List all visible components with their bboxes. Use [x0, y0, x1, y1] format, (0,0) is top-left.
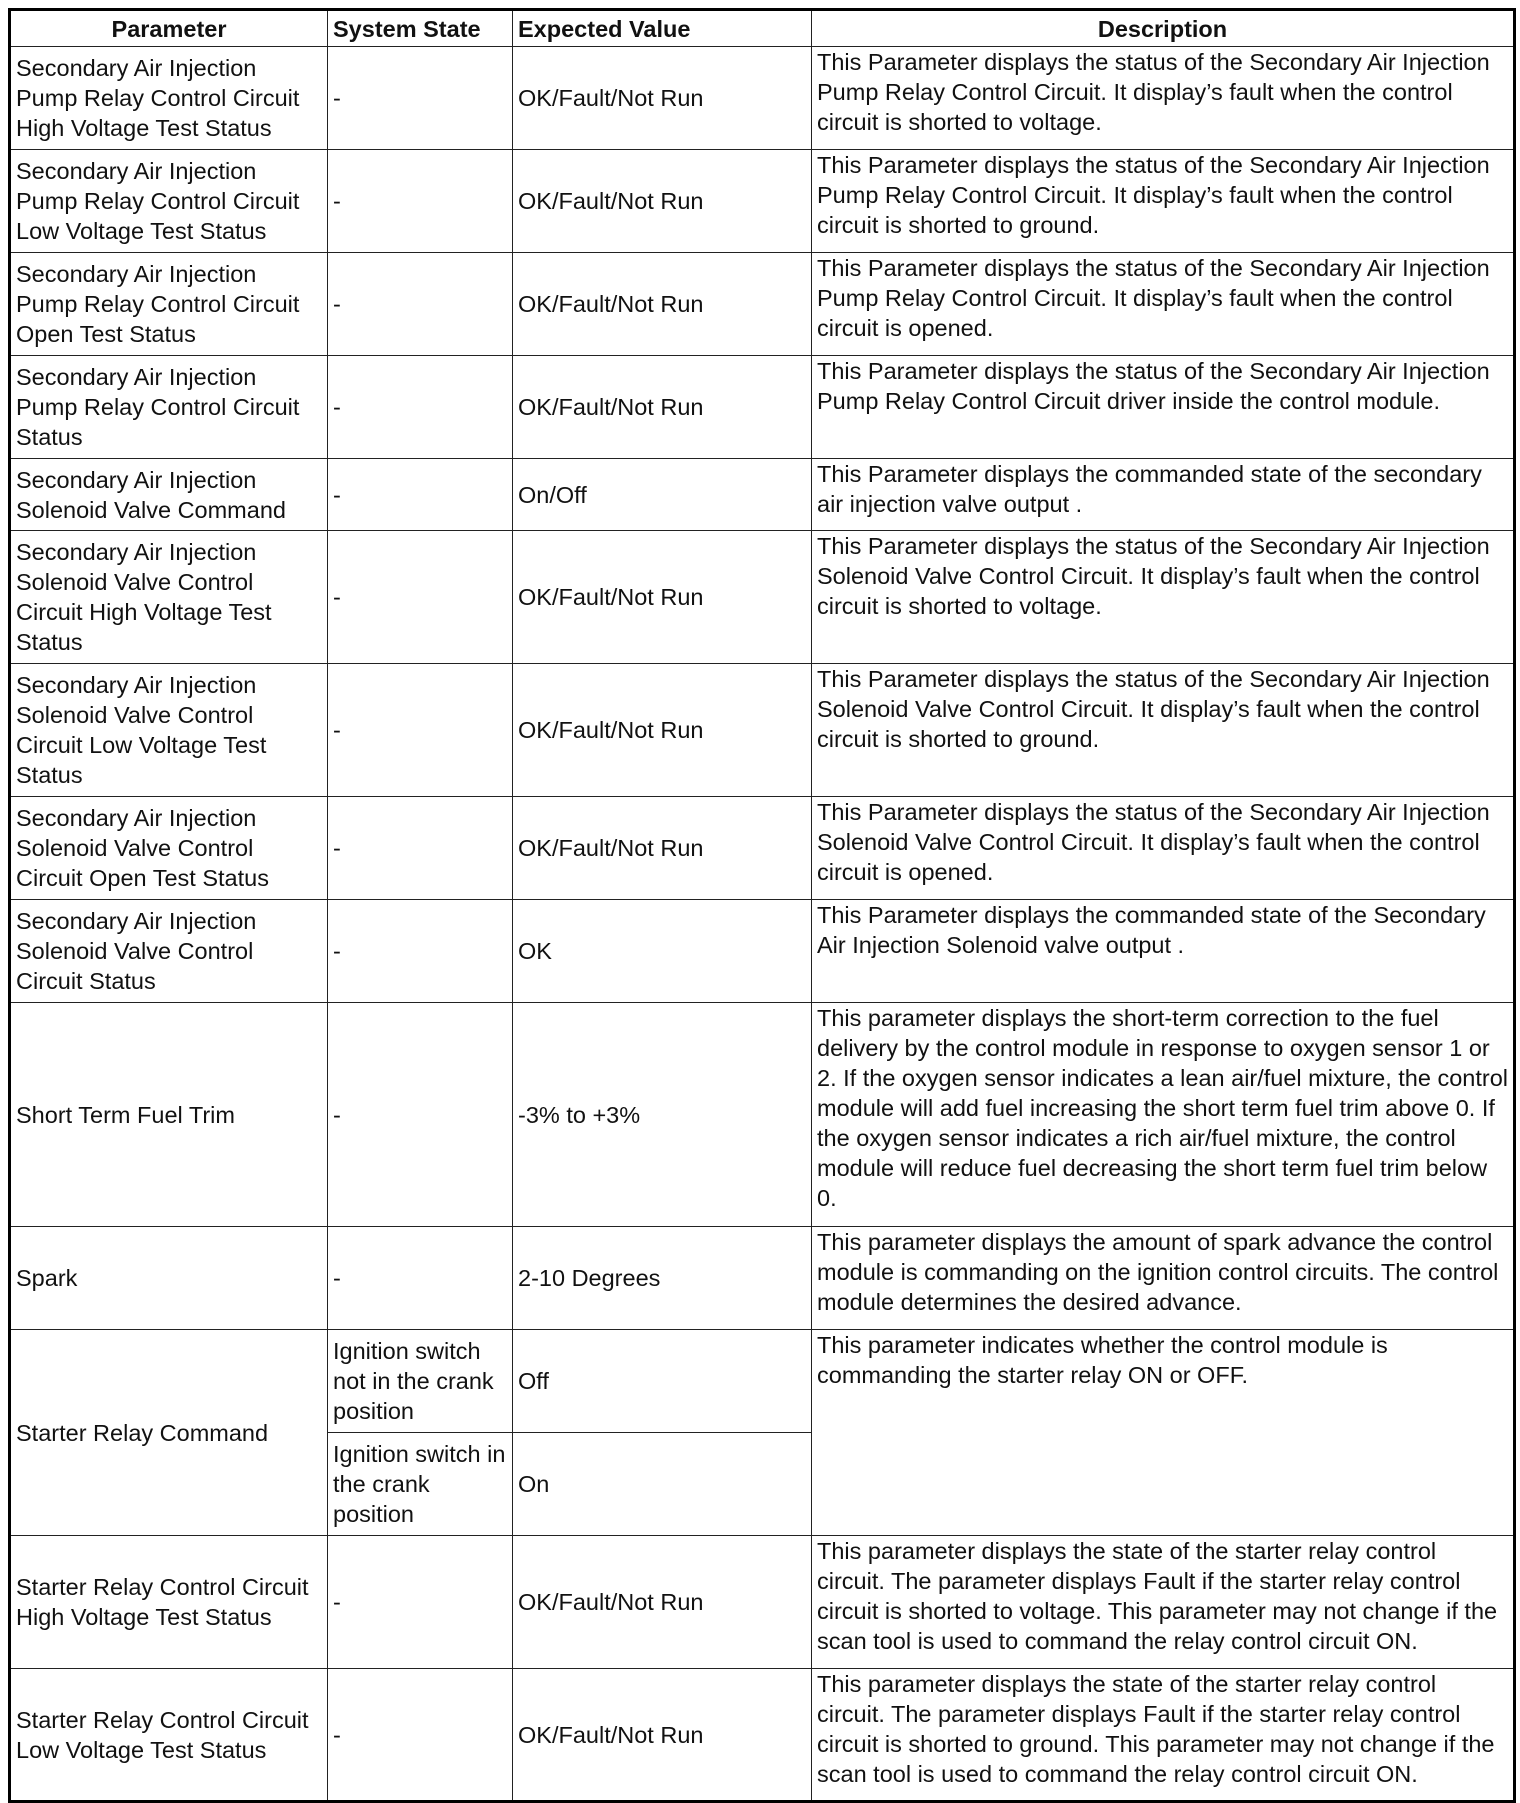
system-state-cell: Ignition switch not in the crank position [328, 1330, 513, 1433]
table-row [10, 253, 1515, 356]
system-state-cell: - [328, 459, 513, 531]
parameter-cell: Secondary Air Injection Pump Relay Control Circuit Low Voltage Test Status [10, 150, 328, 253]
table-row [10, 531, 1515, 664]
system-state-cell: - [328, 1227, 513, 1330]
parameter-cell: Secondary Air Injection Pump Relay Control Circuit Open Test Status [10, 253, 328, 356]
parameter-cell: Secondary Air Injection Pump Relay Control Circuit High Voltage Test Status [10, 47, 328, 150]
table-row [10, 900, 1515, 1003]
description-cell: This parameter indicates whether the control module is commanding the starter relay ON or OFF. [812, 1330, 1515, 1536]
system-state-cell: - [328, 900, 513, 1003]
expected-value-cell: OK/Fault/Not Run [513, 150, 812, 253]
header-description: Description [812, 10, 1515, 47]
system-state-cell: - [328, 1536, 513, 1669]
system-state-cell: - [328, 253, 513, 356]
expected-value-cell: OK/Fault/Not Run [513, 797, 812, 900]
expected-value-cell: OK [513, 900, 812, 1003]
expected-value-cell: OK/Fault/Not Run [513, 253, 812, 356]
system-state-cell: - [328, 356, 513, 459]
expected-value-cell: 2-10 Degrees [513, 1227, 812, 1330]
expected-value-cell: On/Off [513, 459, 812, 531]
header-row [10, 10, 1515, 47]
description-cell: This Parameter displays the commanded state of the Secondary Air Injection Solenoid valve output . [812, 900, 1515, 1003]
table-row [10, 1330, 1515, 1433]
parameter-cell: Starter Relay Control Circuit Low Voltage Test Status [10, 1669, 328, 1802]
description-cell: This Parameter displays the status of the Secondary Air Injection Solenoid Valve Control Circuit. It display’s fault when the control circuit is shorted to ground. [812, 664, 1515, 797]
parameter-cell: Secondary Air Injection Pump Relay Control Circuit Status [10, 356, 328, 459]
expected-value-cell: OK/Fault/Not Run [513, 47, 812, 150]
system-state-cell: - [328, 1003, 513, 1227]
expected-value-cell: -3% to +3% [513, 1003, 812, 1227]
table-row [10, 47, 1515, 150]
description-cell: This Parameter displays the status of the Secondary Air Injection Pump Relay Control Circuit. It display’s fault when the control circuit is shorted to ground. [812, 150, 1515, 253]
header-system-state: System State [328, 10, 513, 47]
expected-value-cell: Off [513, 1330, 812, 1433]
table-row [10, 459, 1515, 531]
expected-value-cell: OK/Fault/Not Run [513, 356, 812, 459]
parameter-cell: Secondary Air Injection Solenoid Valve Control Circuit Status [10, 900, 328, 1003]
table-row [10, 150, 1515, 253]
description-cell: This Parameter displays the status of the Secondary Air Injection Solenoid Valve Control Circuit. It display’s fault when the control circuit is shorted to voltage. [812, 531, 1515, 664]
description-cell: This Parameter displays the status of the Secondary Air Injection Pump Relay Control Circuit. It display’s fault when the control circuit is opened. [812, 253, 1515, 356]
description-cell: This parameter displays the short-term correction to the fuel delivery by the control module in response to oxygen sensor 1 or 2. If the oxygen sensor indicates a lean air/fuel mixture, the control module will add fuel increasing the short term fuel trim above 0. If the oxygen sensor indicates a rich air/fuel mixture, the control module will reduce fuel decreasing the short term fuel trim below 0. [812, 1003, 1515, 1227]
expected-value-cell: OK/Fault/Not Run [513, 1669, 812, 1802]
table-row [10, 664, 1515, 797]
description-cell: This Parameter displays the commanded state of the secondary air injection valve output . [812, 459, 1515, 531]
table-row [10, 1227, 1515, 1330]
header-parameter: Parameter [10, 10, 328, 47]
expected-value-cell: OK/Fault/Not Run [513, 664, 812, 797]
description-cell: This Parameter displays the status of the Secondary Air Injection Solenoid Valve Control Circuit. It display’s fault when the control circuit is opened. [812, 797, 1515, 900]
table-row [10, 356, 1515, 459]
system-state-cell: Ignition switch in the crank position [328, 1433, 513, 1536]
table-row [10, 1669, 1515, 1802]
system-state-cell: - [328, 797, 513, 900]
description-cell: This parameter displays the state of the starter relay control circuit. The parameter displays Fault if the starter relay control circuit is shorted to ground. This parameter may not change if the scan tool is used to command the relay control circuit ON. [812, 1669, 1515, 1802]
data-parameter-table [8, 8, 1516, 1803]
parameter-cell: Secondary Air Injection Solenoid Valve Control Circuit High Voltage Test Status [10, 531, 328, 664]
parameter-cell: Secondary Air Injection Solenoid Valve Command [10, 459, 328, 531]
parameter-cell: Short Term Fuel Trim [10, 1003, 328, 1227]
description-cell: This Parameter displays the status of the Secondary Air Injection Pump Relay Control Circuit. It display’s fault when the control circuit is shorted to voltage. [812, 47, 1515, 150]
expected-value-cell: OK/Fault/Not Run [513, 1536, 812, 1669]
expected-value-cell: OK/Fault/Not Run [513, 531, 812, 664]
description-cell: This Parameter displays the status of the Secondary Air Injection Pump Relay Control Circuit driver inside the control module. [812, 356, 1515, 459]
parameter-cell: Starter Relay Command [10, 1330, 328, 1536]
expected-value-cell: On [513, 1433, 812, 1536]
parameter-cell: Secondary Air Injection Solenoid Valve Control Circuit Open Test Status [10, 797, 328, 900]
parameter-cell: Starter Relay Control Circuit High Voltage Test Status [10, 1536, 328, 1669]
description-cell: This parameter displays the amount of spark advance the control module is commanding on the ignition control circuits. The control module determines the desired advance. [812, 1227, 1515, 1330]
system-state-cell: - [328, 531, 513, 664]
parameter-cell: Spark [10, 1227, 328, 1330]
system-state-cell: - [328, 47, 513, 150]
parameter-cell: Secondary Air Injection Solenoid Valve Control Circuit Low Voltage Test Status [10, 664, 328, 797]
description-cell: This parameter displays the state of the starter relay control circuit. The parameter displays Fault if the starter relay control circuit is shorted to voltage. This parameter may not change if the scan tool is used to command the relay control circuit ON. [812, 1536, 1515, 1669]
table-row [10, 1536, 1515, 1669]
system-state-cell: - [328, 1669, 513, 1802]
header-expected-value: Expected Value [513, 10, 812, 47]
table-row [10, 797, 1515, 900]
system-state-cell: - [328, 150, 513, 253]
table-row [10, 1003, 1515, 1227]
system-state-cell: - [328, 664, 513, 797]
